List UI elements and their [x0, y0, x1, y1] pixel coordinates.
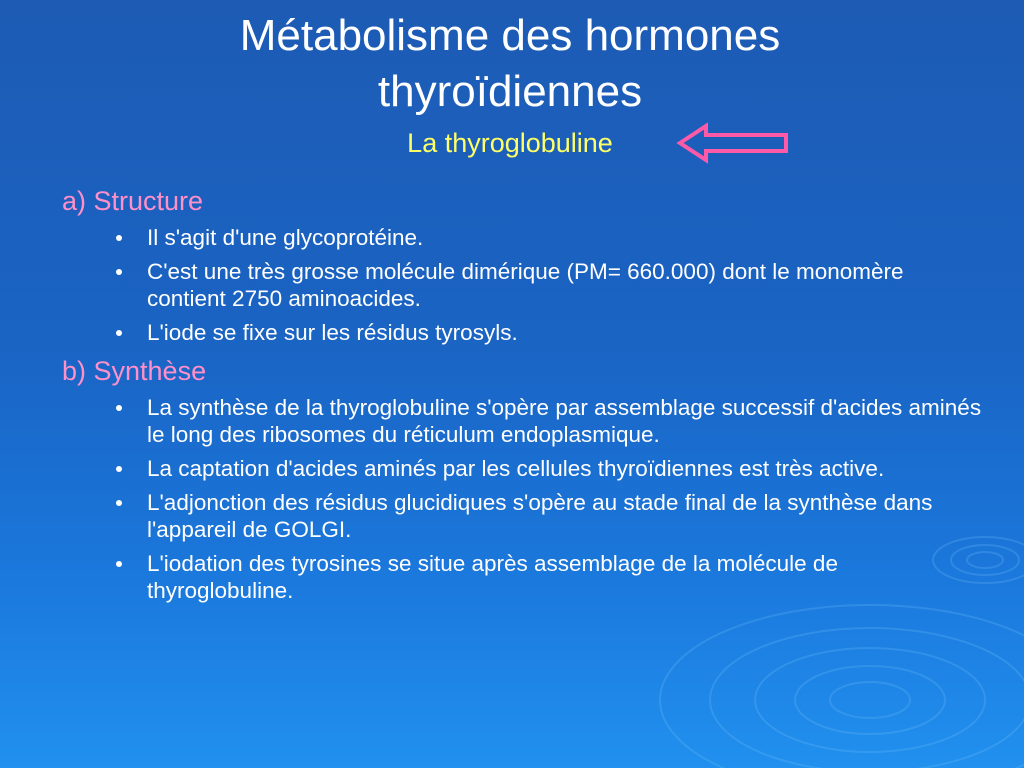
section-heading-synthese: b) Synthèse [62, 356, 207, 386]
bullet-item: C'est une très grosse molécule dimérique (PM= 660.000) dont le monomère contient 2750 aminoacides. [62, 258, 982, 312]
bullet-list-synthese [62, 394, 982, 604]
left-arrow-icon [676, 122, 792, 164]
bullet-item: Il s'agit d'une glycoprotéine. [62, 224, 982, 251]
bullet-item: L'iode se fixe sur les résidus tyrosyls. [62, 319, 982, 346]
slide-content [62, 184, 982, 611]
bullet-item: L'iodation des tyrosines se situe après assemblage de la molécule de thyroglobuline. [62, 550, 982, 604]
slide-subtitle: La thyroglobuline [407, 128, 613, 158]
bullet-item: La synthèse de la thyroglobuline s'opère par assemblage successif d'acides aminés le long des ribosomes du réticulum endoplasmique. [62, 394, 982, 448]
bullet-list-structure [62, 224, 982, 346]
title-line-1: Métabolisme des hormones [239, 11, 781, 60]
title-line-2: thyroïdiennes [377, 67, 643, 116]
slide-title [100, 8, 920, 120]
bullet-item: L'adjonction des résidus glucidiques s'opère au stade final de la synthèse dans l'appareil de GOLGI. [62, 489, 982, 543]
bullet-item: La captation d'acides aminés par les cellules thyroïdiennes est très active. [62, 455, 982, 482]
section-heading-structure: a) Structure [62, 186, 204, 216]
